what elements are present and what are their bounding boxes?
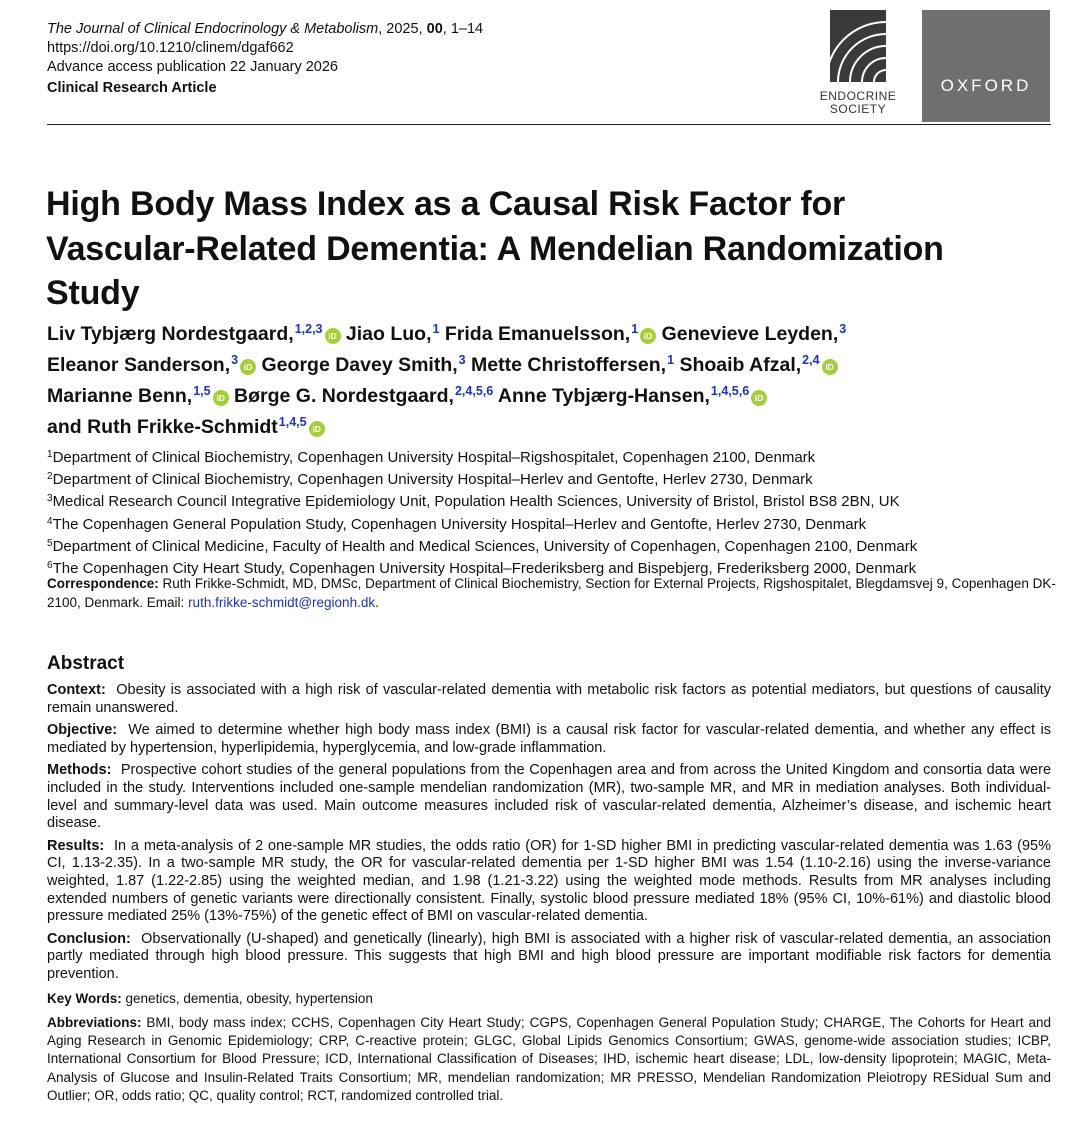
journal-header bbox=[47, 20, 483, 98]
author-name: Anne Tybjærg-Hansen, bbox=[497, 385, 710, 407]
journal-citation bbox=[47, 20, 483, 39]
abstract bbox=[47, 652, 1051, 1106]
author-affiliation-marker[interactable]: 3 bbox=[839, 322, 847, 336]
author-name: George Davey Smith, bbox=[261, 354, 458, 376]
author bbox=[498, 385, 767, 407]
author-affiliation-marker[interactable]: 2,4,5,6 bbox=[454, 384, 494, 398]
author-list bbox=[47, 320, 1037, 444]
society-word: SOCIETY bbox=[829, 102, 887, 116]
author-name: Jiao Luo, bbox=[345, 323, 432, 345]
abstract-section-text: Observationally (U-shaped) and genetically (linearly), high BMI is associated with a higher risk of vascular-related dementia, an association partly mediated through high blood pressure. This suggests that high BMI and high blood pressure are important modifiable risk factors for dementia prevention. bbox=[47, 930, 1051, 982]
orcid-icon[interactable]: iD bbox=[240, 359, 256, 375]
abstract-section-text: We aimed to determine whether high body mass index (BMI) is a causal risk factor for vascular-related dementia, and whether any effect is mediated by hypertension, hyperlipidemia, hyperglycemia, and low-grade inflammation. bbox=[47, 722, 1051, 756]
orcid-icon[interactable]: iD bbox=[309, 421, 325, 437]
abstract-section bbox=[47, 722, 1051, 757]
correspondence-label: Correspondence: bbox=[47, 576, 159, 591]
orcid-icon[interactable]: iD bbox=[640, 328, 656, 344]
author bbox=[234, 385, 493, 407]
author bbox=[662, 323, 847, 345]
orcid-icon[interactable]: iD bbox=[325, 328, 341, 344]
affiliation-number: 6 bbox=[47, 560, 53, 572]
abstract-section bbox=[47, 838, 1051, 926]
affiliation-item bbox=[47, 470, 1047, 492]
abstract-section-text: Obesity is associated with a high risk of vascular-related dementia with metabolic risk factors as potential mediators, but questions of causality remain unanswered. bbox=[47, 682, 1051, 716]
affiliation-item bbox=[47, 537, 1047, 559]
citation-year: , 2025, bbox=[378, 21, 427, 37]
key-words-text: genetics, dementia, obesity, hypertension bbox=[125, 990, 373, 1006]
affiliation-text: Medical Research Council Integrative Epidemiology Unit, Population Health Sciences, University of Bristol, Bristol BS8 2BN, UK bbox=[52, 493, 900, 511]
oxford-wordmark: OXFORD bbox=[940, 76, 1032, 95]
orcid-icon[interactable]: iD bbox=[213, 390, 229, 406]
abstract-section bbox=[47, 762, 1051, 832]
author bbox=[47, 385, 229, 407]
author-affiliation-marker[interactable]: 1,4,5 bbox=[278, 415, 307, 429]
abstract-section-label: Conclusion: bbox=[47, 930, 131, 947]
author-name: Mette Christoffersen, bbox=[471, 354, 667, 376]
affiliation-item bbox=[47, 492, 1047, 514]
abstract-section-label: Context: bbox=[47, 682, 106, 698]
affiliation-text: The Copenhagen General Population Study, Copenhagen University Hospital–Herlev and Gentofte, Herlev 2730, Denmark bbox=[52, 515, 867, 533]
author-affiliation-marker[interactable]: 1,5 bbox=[193, 384, 211, 398]
oxford-logo bbox=[922, 10, 1050, 122]
citation-volume: 00 bbox=[426, 21, 443, 37]
author-affiliation-marker[interactable]: 1 bbox=[631, 322, 639, 336]
author-affiliation-marker[interactable]: 3 bbox=[458, 353, 466, 367]
key-words-label: Key Words: bbox=[47, 990, 122, 1006]
author bbox=[47, 416, 325, 438]
abstract-section bbox=[47, 682, 1051, 717]
endocrine-word: ENDOCRINE bbox=[819, 89, 897, 103]
endocrine-society-logo bbox=[806, 10, 910, 122]
abstract-section-label: Results: bbox=[47, 837, 105, 854]
abstract-section-text: Prospective cohort studies of the general populations from the Copenhagen area and from across the United Kingdom and consortia data were included in the study. Interventions included one-sample mendelian randomization (MR), two-sample MR, and MR in mediation analyses. Both individual-level and summary-level data was used. Main outcome measures included risk of vascular-related dementia, Alzheimer’s disease, and ischemic heart disease. bbox=[47, 762, 1052, 832]
author bbox=[47, 323, 341, 345]
advance-access-date: Advance access publication 22 January 2026 bbox=[47, 59, 338, 75]
author-affiliation-marker[interactable]: 1,2,3 bbox=[294, 322, 323, 336]
author-name: Eleanor Sanderson, bbox=[47, 354, 231, 376]
abstract-heading: Abstract bbox=[47, 653, 125, 674]
author bbox=[445, 323, 656, 345]
correspondence-email-link[interactable]: ruth.frikke-schmidt@regionh.dk bbox=[188, 595, 376, 610]
author-affiliation-marker[interactable]: 1,4,5,6 bbox=[710, 384, 750, 398]
correspondence-text: Ruth Frikke-Schmidt, MD, DMSc, Department of Clinical Biochemistry, Section for External Projects, Rigshospitalet, Blegdamsvej 9, Copenhagen DK-2100, Denmark. Email: bbox=[47, 576, 1056, 610]
affiliation-number: 5 bbox=[47, 537, 53, 549]
article-title: High Body Mass Index as a Causal Risk Factor for Vascular-Related Dementia: A Mendelian Randomization Study bbox=[46, 185, 944, 312]
article-type: Clinical Research Article bbox=[47, 80, 217, 96]
abbreviations bbox=[47, 1014, 1051, 1106]
correspondence-tail: . bbox=[375, 595, 379, 610]
orcid-icon[interactable]: iD bbox=[822, 359, 838, 375]
affiliation-number: 4 bbox=[47, 515, 53, 527]
abbreviations-text: BMI, body mass index; CCHS, Copenhagen City Heart Study; CGPS, Copenhagen General Population Study; CHARGE, The Cohorts for Heart and Aging Research in Genomic Epidemiology; CRP, C-reactive protein; GLGC, Global Lipids Genomics Consortium; GWAS, genome-wide association studies; ICBP, International Consortium for Blood Pressure; ICD, International Classification of Diseases; IHD, ischemic heart disease; LDL, low-density lipoprotein; MAGIC, Meta-Analysis of Glucose and Insulin-Related Traits Consortium; MR, mendelian randomization; MR PRESSO, Mendelian Randomization Pleiotropy RESidual Sum and Outlier; OR, odds ratio; QC, quality control; RCT, randomized controlled trial. bbox=[47, 1014, 1051, 1104]
author-name: Børge G. Nordestgaard, bbox=[234, 385, 454, 407]
abstract-section-text: In a meta-analysis of 2 one-sample MR studies, the odds ratio (OR) for 1-SD higher BMI in predicting vascular-related dementia was 1.63 (95% CI, 1.13-2.35). In a two-sample MR study, the OR for vascular-related dementia per 1-SD higher BMI was 1.54 (1.10-2.16) using the inverse-variance weighted, 1.87 (1.22-2.85) using the weighted median, and 1.98 (1.21-3.22) using the weighted mode methods. Results from MR analyses including extended numbers of genetic variants were directionally consistent. Finally, systolic blood pressure mediated 18% (95% CI, 10%-61%) and diastolic blood pressure mediated 25% (13%-75%) of the genetic effect of BMI on vascular-related dementia. bbox=[47, 837, 1051, 925]
affiliation-item bbox=[47, 448, 1047, 470]
endocrine-society-emblem-icon bbox=[830, 10, 886, 82]
affiliation-number: 3 bbox=[47, 493, 53, 505]
affiliation-number: 2 bbox=[47, 471, 53, 483]
author bbox=[471, 354, 674, 376]
author-name: Genevieve Leyden, bbox=[661, 323, 839, 345]
abbreviations-label: Abbreviations: bbox=[47, 1014, 142, 1030]
affiliation-number: 1 bbox=[47, 449, 53, 460]
author-affiliation-marker[interactable]: 1 bbox=[667, 353, 675, 367]
author-name: Marianne Benn, bbox=[47, 385, 193, 407]
affiliation-item bbox=[47, 515, 1047, 537]
author-name: Shoaib Afzal, bbox=[679, 354, 802, 376]
abstract-section bbox=[47, 931, 1051, 984]
key-words bbox=[47, 990, 1051, 1008]
author bbox=[346, 323, 440, 345]
abstract-sections bbox=[47, 682, 1051, 984]
doi-link[interactable]: https://doi.org/10.1210/clinem/dgaf662 bbox=[47, 40, 294, 56]
journal-name: The Journal of Clinical Endocrinology & Metabolism bbox=[47, 21, 379, 37]
affiliation-text: Department of Clinical Medicine, Faculty of Health and Medical Sciences, University of Copenhagen, Copenhagen 2100, Denmark bbox=[52, 537, 918, 555]
endocrine-society-wordmark bbox=[806, 90, 910, 116]
affiliation-text: Department of Clinical Biochemistry, Copenhagen University Hospital–Herlev and Gentofte, Herlev 2730, Denmark bbox=[52, 471, 813, 489]
author bbox=[679, 354, 837, 376]
citation-pages: , 1–14 bbox=[442, 21, 484, 37]
author-affiliation-marker[interactable]: 2,4 bbox=[802, 353, 820, 367]
author-name: and Ruth Frikke-Schmidt bbox=[47, 416, 278, 438]
author-affiliation-marker[interactable]: 1 bbox=[432, 322, 440, 336]
affiliation-text: Department of Clinical Biochemistry, Copenhagen University Hospital–Rigshospitalet, Copenhagen 2100, Denmark bbox=[52, 449, 816, 466]
author bbox=[262, 354, 466, 376]
affiliation-text: The Copenhagen City Heart Study, Copenhagen University Hospital–Frederiksberg and Bispebjerg, Frederiksberg 2000, Denmark bbox=[52, 560, 917, 578]
orcid-icon[interactable]: iD bbox=[751, 390, 767, 406]
author-name: Liv Tybjærg Nordestgaard, bbox=[47, 323, 294, 345]
author-affiliation-marker[interactable]: 3 bbox=[231, 353, 239, 367]
affiliation-list bbox=[47, 448, 1047, 581]
abstract-section-label: Objective: bbox=[47, 722, 118, 739]
header-divider bbox=[47, 124, 1051, 125]
author-name: Frida Emanuelsson, bbox=[444, 323, 631, 345]
abstract-section-label: Methods: bbox=[47, 762, 112, 779]
author bbox=[47, 354, 256, 376]
correspondence bbox=[47, 574, 1057, 612]
